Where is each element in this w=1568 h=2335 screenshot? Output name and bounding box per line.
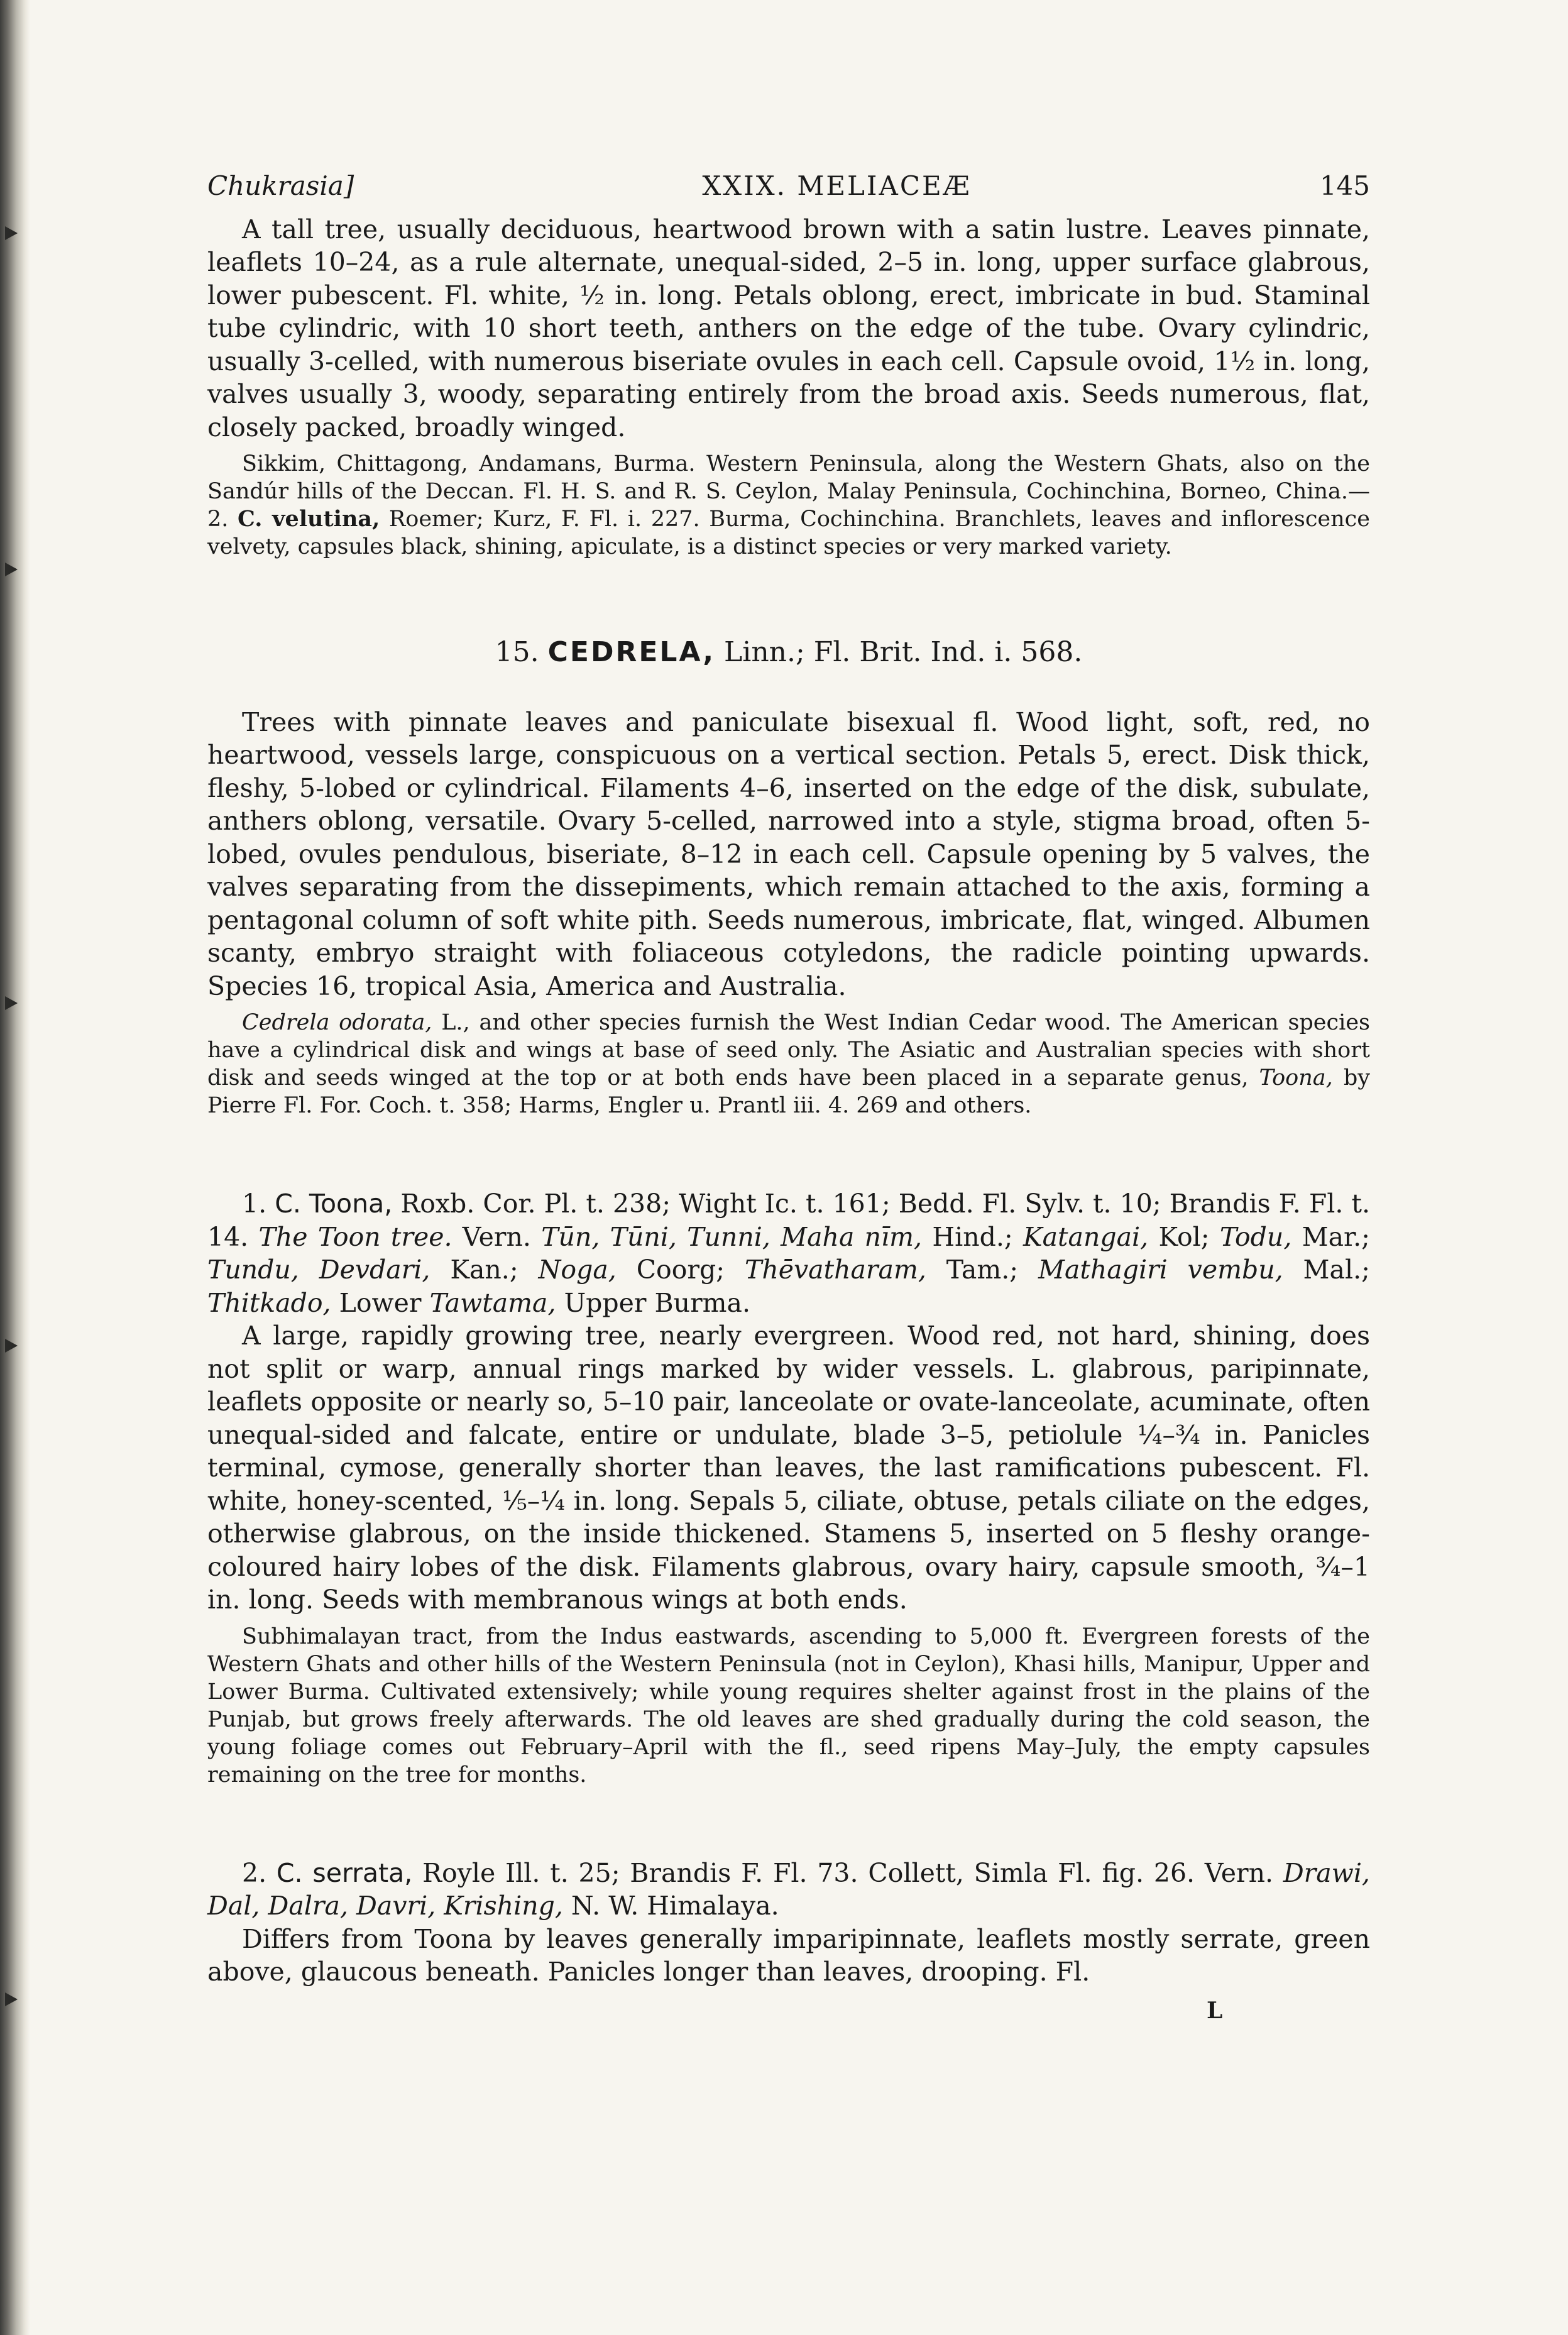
toona-heading [207, 1187, 1370, 1319]
species-number: 2. [242, 1857, 267, 1888]
book-binding-edge [0, 0, 30, 2335]
distribution-text: Sikkim, Chittagong, Andamans, Burma. Western Peninsula, along the Western Ghats, also on the Sandúr hills of the Deccan. Fl. H. S. and R. S. Ceylon, Malay Peninsula, Cochinchina, Borneo, China.—2. [207, 451, 1370, 532]
species-serrata [207, 1857, 1370, 1989]
species-citation: Royle Ill. t. 25; Brandis F. Fl. 73. Collett, Simla Fl. fig. 26. [422, 1857, 1195, 1888]
vernacular-locality: Hind.; [932, 1221, 1013, 1252]
genus-description: Trees with pinnate leaves and paniculate bisexual fl. Wood light, soft, red, no heartwood, vessels large, conspicuous on a vertical section. Petals 5, erect. Disk thick, fleshy, 5-lobed or cylindrical. Filaments 4–6, inserted on the edge of the disk, subulate, anthers oblong, versatile. Ovary 5-celled, narrowed into a style, stigma broad, often 5-lobed, ovules pendulous, biseriate, 8–12 in each cell. Capsule opening by 5 valves, the valves separating from the dissepiments, which remain attached to the axis, forming a pentagonal column of soft white pith. Seeds numerous, imbricate, flat, winged. Albumen scanty, embryo straight with foliaceous cotyledons, the radicle pointing upwards. Species 16, tropical Asia, America and Australia. [207, 706, 1370, 1001]
vernacular-name: Tundu, Devdari, [207, 1255, 430, 1285]
vernacular-locality: Upper Burma. [564, 1287, 751, 1318]
toona-description: A large, rapidly growing tree, nearly evergreen. Wood red, not hard, shining, does not split or warp, annual rings marked by wider vessels. L. glabrous, paripinnate, leaflets opposite or nearly so, 5–10 pair, lanceolate or ovate-lanceolate, acuminate, often unequal-sided and falcate, entire or undulate, blade 3–5, petiolule ¼–¾ in. Panicles terminal, cymose, generally shorter than leaves, the last ramifications pubescent. Fl. white, honey-scented, ⅕–¼ in. long. Sepals 5, ciliate, obtuse, petals ciliate on the edges, otherwise glabrous, on the inside thickened. Stamens 5, inserted on 5 fleshy orange-coloured hairy lobes of the disk. Filaments glabrous, ovary hairy, capsule smooth, ¾–1 in. long. Seeds with membranous wings at both ends. [207, 1321, 1370, 1615]
serrata-description: Differs from Toona by leaves generally imparipinnate, leaflets mostly serrate, green above, glaucous beneath. Panicles longer than leaves, drooping. Fl. [207, 1923, 1370, 1987]
serrata-heading [207, 1857, 1370, 1923]
genus-number: 15. [495, 636, 539, 668]
vernacular-name: Drawi, Dal, Dalra, Davri, Krishing, [207, 1857, 1370, 1921]
vernacular-name: Tūn, Tūni, Tunni, Maha nīm, [541, 1221, 923, 1252]
note-text: by Pierre Fl. For. Coch. t. 358; Harms, Engler u. Prantl iii. 4. 269 and others. [207, 1065, 1370, 1118]
toona-genus-name: Toona, [1259, 1065, 1333, 1091]
species-name: C. serrata, [276, 1857, 413, 1888]
note-text: L., and other species furnish the West Indian Cedar wood. The American species have a cylindrical disk and wings at base of seed only. The Asiatic and Australian species with short disk and seeds winged at the top or at both ends have been placed in a separate genus, [207, 1010, 1370, 1091]
page-number: 145 [1319, 170, 1370, 201]
book-page [207, 170, 1370, 2024]
header-section: Chukrasia] [207, 170, 354, 201]
genus-note [207, 1009, 1370, 1119]
vernacular-name: Mathagiri vembu, [1038, 1255, 1283, 1285]
vernacular-locality: Lower [339, 1287, 422, 1318]
vernacular-locality: Kol; [1158, 1221, 1210, 1252]
chukrasia-distribution [207, 450, 1370, 561]
vernacular-locality: Mal.; [1303, 1255, 1370, 1285]
species-number: 1. [242, 1189, 267, 1219]
species-citation: Roxb. Cor. Pl. t. 238; Wight Ic. t. 161; Bedd. Fl. Sylv. t. 10; Brandis F. Fl. t. 14. [207, 1189, 1370, 1252]
odorata-name: Cedrela odorata, [242, 1010, 432, 1035]
vernacular-locality: Coorg; [636, 1255, 725, 1285]
vernacular-locality: Tam.; [946, 1255, 1019, 1285]
vernacular-name: Katangai, [1022, 1221, 1149, 1252]
vernacular-locality: Kan.; [450, 1255, 518, 1285]
toona-distribution: Subhimalayan tract, from the Indus eastwards, ascending to 5,000 ft. Evergreen forests of the Western Ghats and other hills of the Western Peninsula (not in Ceylon), Khasi hills, Manipur, Upper and Lower Burma. Cultivated extensively; while young requires shelter against frost in the plains of the Punjab, but grows freely afterwards. The old leaves are shed gradually during the cold season, the young foliage comes out February–April with the fl., seed ripens May–July, the empty capsules remaining on the tree for months. [207, 1624, 1370, 1788]
chukrasia-description: A tall tree, usually deciduous, heartwood brown with a satin lustre. Leaves pinnate, leaflets 10–24, as a rule alternate, unequal-sided, 2–5 in. long, upper surface glabrous, lower pubescent. Fl. white, ½ in. long. Petals oblong, erect, imbricate in bud. Staminal tube cylindric, with 10 short teeth, anthers on the edge of the tube. Ovary cylindric, usually 3-celled, with numerous biseriate ovules in each cell. Capsule ovoid, 1½ in. long, valves usually 3, woody, separating entirely from the broad axis. Seeds numerous, flat, closely packed, broadly winged. [207, 214, 1370, 442]
vernacular-name: Todu, [1219, 1221, 1292, 1252]
common-name: The Toon tree. [258, 1221, 452, 1252]
vernacular-name: Thēvatharam, [744, 1255, 926, 1285]
vern-label: Vern. [462, 1221, 531, 1252]
signature-mark: L [1207, 1997, 1223, 2024]
vernacular-locality: N. W. Himalaya. [571, 1891, 779, 1921]
running-header [207, 170, 1370, 203]
genus-heading [207, 636, 1370, 669]
species-toona [207, 1187, 1370, 1789]
distribution-text: Roemer; Kurz, F. Fl. i. 227. Burma, Cochinchina. Branchlets, leaves and inflorescence velvety, capsules black, shining, apiculate, is a distinct species or very marked variety. [207, 507, 1370, 559]
vernacular-name: Tawtama, [429, 1287, 556, 1318]
vernacular-name: Noga, [538, 1255, 617, 1285]
vernacular-locality: Mar.; [1302, 1221, 1370, 1252]
genus-citation: Linn.; Fl. Brit. Ind. i. 568. [724, 636, 1083, 668]
velutina-name: C. velutina, [238, 506, 380, 532]
vern-label: Vern. [1204, 1857, 1274, 1888]
species-name: C. Toona, [275, 1189, 393, 1219]
genus-name: CEDRELA, [547, 636, 716, 668]
header-family: XXIX. MELIACEÆ [702, 170, 972, 201]
vernacular-name: Thitkado, [207, 1287, 331, 1318]
